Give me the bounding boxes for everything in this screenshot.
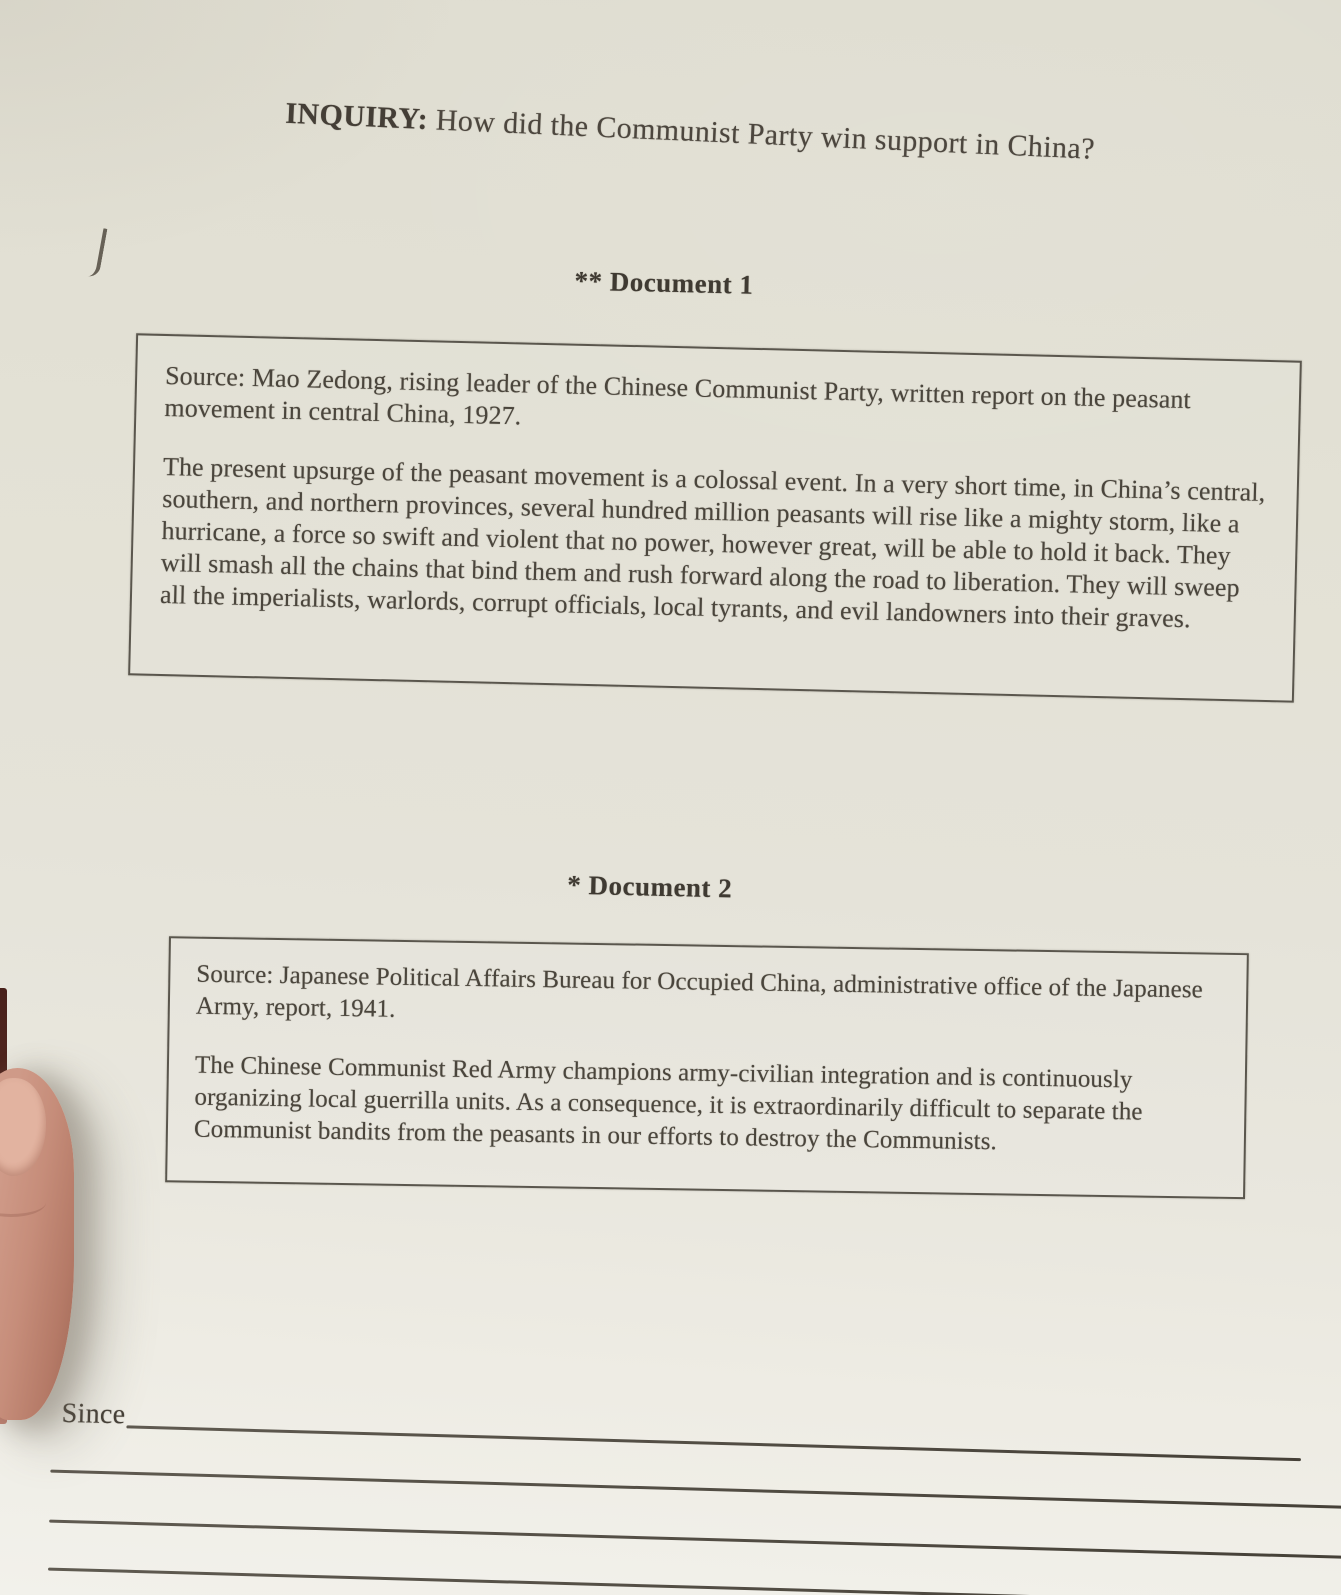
inquiry-label: INQUIRY:: [284, 96, 429, 137]
document-2-heading: * Document 2: [566, 869, 733, 904]
answer-line-1: [126, 1425, 1301, 1461]
document-2-source: Source: Japanese Political Affairs Bureau for Occupied China, administrative office of the Japanese Army, report, 1941.: [195, 960, 1204, 1023]
document-1-heading: ** Document 1: [574, 265, 754, 300]
document-1-box: [128, 333, 1302, 702]
inquiry-title: [285, 97, 1166, 170]
thumb-crease: [0, 1188, 46, 1217]
document-1-source: Source: Mao Zedong, rising leader of the Chinese Communist Party, written report on the peasant movement in central China, 1927.: [164, 361, 1192, 431]
document-2-box: [165, 936, 1249, 1199]
document-2-body: The Chinese Communist Red Army champions army-civilian integration and is continuously organizing local guerrilla units. As a consequence, it is extraordinarily difficult to separate the Communist bandits from the peasants in our efforts to destroy the Communists.: [193, 1051, 1143, 1156]
document-1-body: The present upsurge of the peasant movement is a colossal event. In a very short time, in China’s central, southern, and northern provinces, several hundred million peasants will rise like a mighty storm, like a hurricane, a force so swift and violent that no power, however great, will be able to hold it back. They will smash all the chains that bind them and rush forward along the road to liberation. They will sweep all the imperialists, warlords, corrupt officials, local tyrants, and evil landowners into their graves.: [159, 451, 1266, 634]
answer-line-3: [49, 1520, 1341, 1559]
answer-prompt-since: Since: [61, 1397, 126, 1431]
inquiry-question: How did the Communist Party win support in China?: [427, 103, 1096, 166]
answer-line-2: [50, 1470, 1341, 1509]
answer-line-4: [48, 1568, 1341, 1595]
thumbnail: [0, 1078, 46, 1176]
